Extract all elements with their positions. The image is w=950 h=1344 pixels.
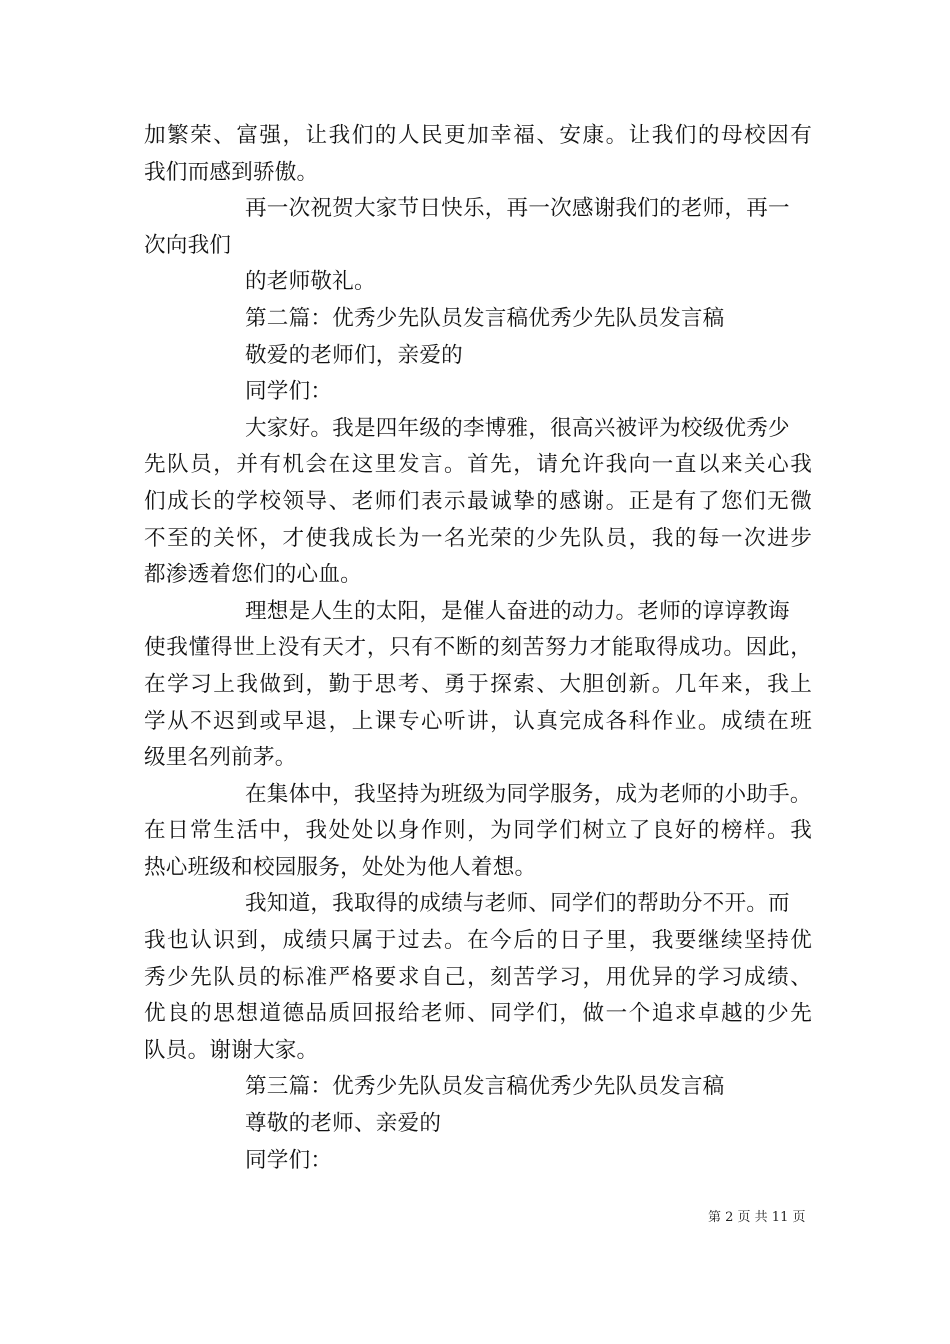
salutation-line: 尊敬的老师、亲爱的 — [245, 1111, 442, 1137]
text-line: 学从不迟到或早退，上课专心听讲，认真完成各科作业。成绩在班 — [144, 708, 812, 734]
text-line: 队员。谢谢大家。 — [144, 1037, 319, 1063]
text-line: 热心班级和校园服务，处处为他人着想。 — [144, 854, 537, 880]
text-line: 大家好。我是四年级的李博雅，很高兴被评为校级优秀少 — [245, 415, 790, 441]
page-number-footer: 第 2 页 共 11 页 — [708, 1210, 806, 1225]
text-line: 再一次祝贺大家节日快乐，再一次感谢我们的老师，再一 — [245, 196, 790, 222]
text-line: 先队员，并有机会在这里发言。首先，请允许我向一直以来关心我 — [144, 452, 812, 478]
text-line: 秀少先队员的标准严格要求自己，刻苦学习，用优异的学习成绩、 — [144, 964, 812, 990]
section-heading: 第二篇：优秀少先队员发言稿优秀少先队员发言稿 — [245, 305, 725, 331]
text-line: 在日常生活中，我处处以身作则，为同学们树立了良好的榜样。我 — [144, 818, 812, 844]
text-line: 加繁荣、富强，让我们的人民更加幸福、安康。让我们的母校因有 — [144, 123, 812, 148]
text-line: 在集体中，我坚持为班级为同学服务，成为老师的小助手。 — [245, 781, 812, 807]
text-line: 级里名列前茅。 — [144, 745, 297, 771]
section-heading: 第三篇：优秀少先队员发言稿优秀少先队员发言稿 — [245, 1074, 725, 1100]
text-line: 我们而感到骄傲。 — [144, 159, 319, 185]
text-line: 都渗透着您们的心血。 — [144, 562, 362, 588]
salutation-line: 同学们： — [245, 379, 333, 405]
text-line: 使我懂得世上没有天才，只有不断的刻苦努力才能取得成功。因此， — [144, 635, 812, 661]
text-line: 次向我们 — [144, 232, 232, 258]
text-line: 在学习上我做到，勤于思考、勇于探索、大胆创新。几年来，我上 — [144, 671, 812, 697]
text-line: 不至的关怀，才使我成长为一名光荣的少先队员，我的每一次进步 — [144, 525, 812, 551]
text-line: 理想是人生的太阳，是催人奋进的动力。老师的谆谆教诲 — [245, 598, 790, 624]
text-line: 我也认识到，成绩只属于过去。在今后的日子里，我要继续坚持优 — [144, 928, 812, 954]
salutation-line: 同学们： — [245, 1147, 333, 1173]
text-line: 的老师敬礼。 — [245, 269, 376, 295]
text-line: 优良的思想道德品质回报给老师、同学们，做一个追求卓越的少先 — [144, 1001, 812, 1027]
text-line: 们成长的学校领导、老师们表示最诚挚的感谢。正是有了您们无微 — [144, 488, 812, 514]
text-line: 我知道，我取得的成绩与老师、同学们的帮助分不开。而 — [245, 891, 790, 917]
salutation-line: 敬爱的老师们，亲爱的 — [245, 342, 463, 368]
document-body — [144, 118, 814, 1179]
